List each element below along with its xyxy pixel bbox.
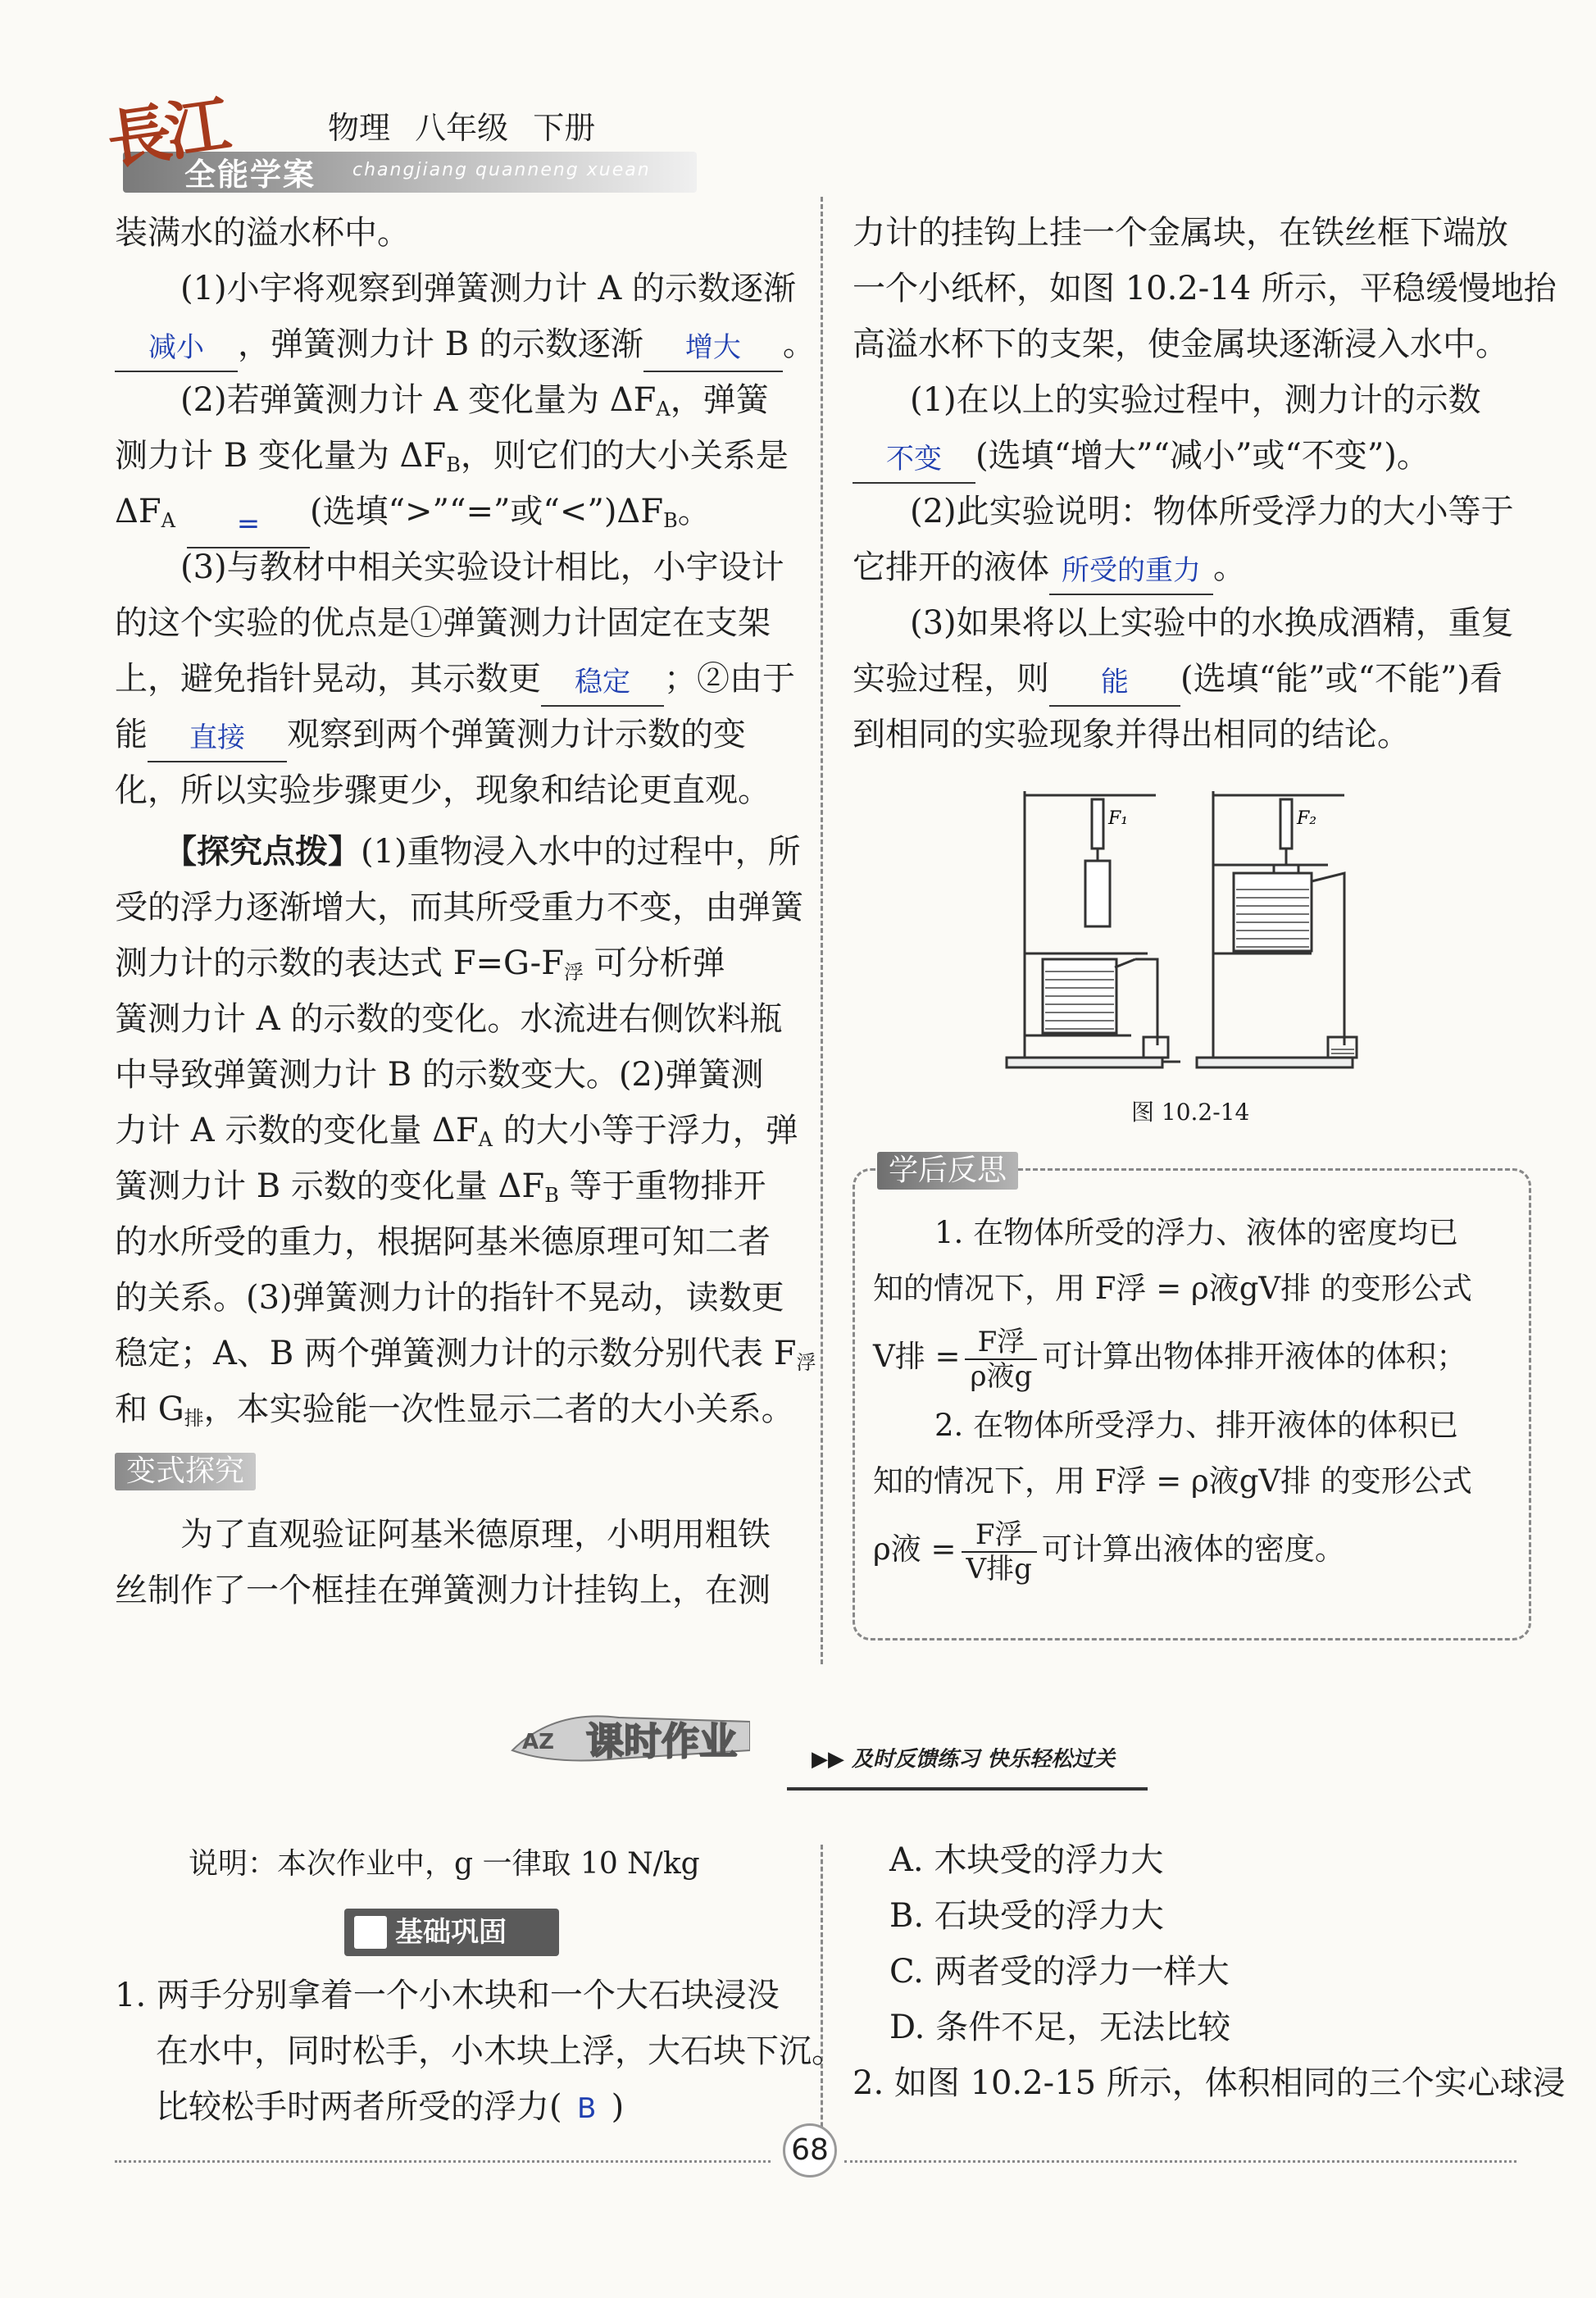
right-line-4: (1)在以上的实验过程中，测力计的示数 (910, 381, 1481, 419)
q2-answer: = (236, 507, 261, 540)
reflect-fraction-1 (965, 1326, 1037, 1393)
q2-sub-a: A (656, 398, 671, 421)
q1-blank-1 (115, 330, 238, 372)
r-period: 。 (1213, 548, 1246, 586)
hw-q2-line-1: 2. 如图 10.2-15 所示，体积相同的三个实心球浸 (853, 2064, 1566, 2102)
variant-line-2: 丝制作了一个框挂在弹簧测力计挂钩上，在测 (115, 1572, 771, 1609)
q3-text-c-end: ；②由于 (664, 660, 795, 698)
brand-subtitle: 全能学案 (184, 157, 316, 193)
homework-column-divider (821, 1845, 823, 2156)
hw-q1-answer: B (576, 2092, 597, 2125)
q1-text-b: ，弹簧测力计 B 的示数逐渐 (238, 325, 643, 363)
q2-period: 。 (677, 493, 711, 530)
tip-text-3-end: 可分析弹 (583, 944, 725, 982)
right-text-5: (选填“增大”“减小”或“不变”)。 (975, 437, 1430, 475)
header-subject (328, 102, 595, 148)
section-tag (344, 1909, 559, 1956)
right-line-2: 一个小纸杯，如图 10.2-14 所示，平稳缓慢地抬 (853, 270, 1557, 307)
option-c: C. 两者受的浮力一样大 (889, 1953, 1230, 1991)
section-label: 基础巩固 (395, 1916, 507, 1949)
q2-text-b: 测力计 B 变化量为 ΔF (115, 437, 447, 475)
brand-pinyin: changjiang quanneng xuean (352, 160, 651, 180)
q3-answer-2: 直接 (189, 721, 245, 754)
reflect-line-6 (873, 1513, 1345, 1586)
q3-text-c: 上，避免指针晃动，其示数更 (115, 660, 541, 698)
reflect-formula-2-lhs: ρ液 = (873, 1531, 957, 1567)
volume: 下册 (533, 110, 596, 146)
fig-label-f2: F₂ (1297, 808, 1317, 829)
variant-line-1: 为了直观验证阿基米德原理，小明用粗铁 (180, 1516, 771, 1554)
q2-text-a: (2)若弹簧测力计 A 变化量为 ΔF (180, 381, 657, 419)
hw-q1-text-3: 比较松手时两者所受的浮力( (156, 2088, 562, 2126)
q2-text-c-post: (选填“>”“=”或“<”)ΔF (309, 493, 664, 530)
reflect-line-2: 知的情况下，用 F浮 = ρ液gV排 的变形公式 (873, 1271, 1472, 1306)
q2-sub-c: A (161, 509, 175, 532)
q3-line-a: (3)与教材中相关实验设计相比，小宇设计 (180, 548, 784, 586)
tip-sub-7: B (544, 1184, 559, 1207)
reflect-formula-1-lhs: V排 = (873, 1339, 961, 1374)
q3-blank-1 (541, 664, 664, 707)
hw-q1-line-2: 在水中，同时松手，小木块上浮，大石块下沉。 (156, 2032, 844, 2070)
right-line-9 (853, 651, 1503, 707)
q3-line-c (115, 651, 795, 707)
tip-sub-11: 排 (184, 1407, 204, 1430)
q3-text-d-pre: 能 (115, 716, 148, 753)
tip-sub-10: 浮 (796, 1351, 816, 1374)
tip-text-6: 力计 A 示数的变化量 ΔF (115, 1112, 479, 1149)
right-line-7 (853, 539, 1246, 595)
q2-text-a-end: ，弹簧 (670, 381, 769, 419)
q3-blank-2 (148, 720, 287, 762)
figure-caption: 图 10.2-14 (1131, 1099, 1250, 1126)
r-answer-1: 不变 (886, 443, 942, 476)
tip-line-9: 的关系。(3)弹簧测力计的指针不晃动，读数更 (115, 1279, 784, 1317)
tip-line-11 (115, 1381, 794, 1446)
grade: 八年级 (415, 110, 509, 146)
tip-text-7: 簧测力计 B 示数的变化量 ΔF (115, 1167, 545, 1205)
r-answer-2: 所受的重力 (1062, 554, 1201, 587)
footer-rule-right (844, 2160, 1516, 2163)
q3-answer-1: 稳定 (575, 666, 630, 699)
q2-text-b-end: ，则它们的大小关系是 (460, 437, 789, 475)
q1-line-b (115, 316, 816, 372)
reflection-tag: 学后反思 (877, 1152, 1018, 1190)
svg-text:AZ: AZ (522, 1730, 554, 1754)
right-line-10: 到相同的实验现象并得出相同的结论。 (853, 716, 1410, 753)
q2-sub-b: B (446, 453, 461, 476)
hw-q1-line-1: 1. 两手分别拿着一个小木块和一个大石块浸没 (115, 1977, 780, 2014)
reflect-fraction-2-num: F浮 (962, 1518, 1037, 1553)
reflect-line-3 (873, 1320, 1466, 1394)
notebook-icon (354, 1916, 387, 1949)
right-line-1: 力计的挂钩上挂一个金属块，在铁丝框下端放 (853, 214, 1508, 252)
tip-label: 【探究点拨】 (164, 832, 361, 871)
reflect-fraction-1-den: ρ液g (970, 1359, 1033, 1393)
option-d: D. 条件不足，无法比较 (889, 2009, 1231, 2046)
homework-note: 说明：本次作业中，g 一律取 10 N/kg (189, 1847, 700, 1881)
tip-sub-3: 浮 (563, 961, 584, 984)
right-text-7: 它排开的液体 (853, 548, 1049, 586)
tip-line-5: 中导致弹簧测力计 B 的示数变大。(2)弹簧测 (115, 1056, 764, 1094)
option-b: B. 石块受的浮力大 (889, 1897, 1164, 1935)
tip-text-3: 测力计的示数的表达式 F=G-F (115, 944, 564, 982)
right-text-9-pre: 实验过程，则 (853, 660, 1049, 698)
fig-label-f1: F₁ (1108, 808, 1129, 829)
q2-sub-c2: B (663, 509, 678, 532)
homework-slogan: ▶▶ 及时反馈练习 快乐轻松过关 (812, 1747, 1116, 1772)
tip-text-11-end: ，本实验能一次性显示二者的大小关系。 (203, 1390, 794, 1428)
column-divider (821, 197, 823, 1664)
q1-period: 。 (782, 325, 816, 363)
tip-text-10: 稳定；A、B 两个弹簧测力计的示数分别代表 F (115, 1335, 797, 1372)
tip-line-2: 受的浮力逐渐增大，而其所受重力不变，由弹簧 (115, 889, 803, 926)
homework-title: 课时作业 (586, 1719, 737, 1763)
tip-line-4: 簧测力计 A 的示数的变化。水流进右侧饮料瓶 (115, 1000, 783, 1038)
q3-line-e: 化，所以实验步骤更少，现象和结论更直观。 (115, 771, 771, 809)
subject: 物理 (328, 110, 391, 146)
homework-rule (787, 1787, 1148, 1791)
tip-text-7-end: 等于重物排开 (558, 1167, 766, 1205)
right-line-6: (2)此实验说明：物体所受浮力的大小等于 (910, 493, 1514, 530)
r-blank-1 (853, 441, 975, 484)
hw-q1-line-3 (156, 2079, 624, 2136)
hw-q1-text-3-end: ) (611, 2088, 625, 2126)
r-blank-3 (1049, 664, 1180, 707)
reflect-fraction-2 (962, 1518, 1037, 1586)
r-blank-2 (1049, 553, 1213, 595)
q3-line-b: 的这个实验的优点是①弹簧测力计固定在支架 (115, 604, 771, 642)
right-line-5 (853, 428, 1430, 484)
page-number: 68 (783, 2123, 837, 2177)
right-line-3: 高溢水杯下的支架，使金属块逐渐浸入水中。 (853, 325, 1508, 363)
reflect-line-4: 2. 在物体所受浮力、排开液体的体积已 (934, 1408, 1459, 1443)
q1-line-a: (1)小宇将观察到弹簧测力计 A 的示数逐渐 (180, 270, 796, 307)
variant-tag: 变式探究 (115, 1453, 256, 1490)
reflect-fraction-1-num: F浮 (965, 1326, 1037, 1360)
q1-answer-1: 减小 (148, 331, 204, 364)
reflect-text-6-end: 可计算出液体的密度。 (1041, 1531, 1345, 1567)
footer-rule-left (115, 2160, 771, 2163)
right-text-9-post: (选填“能”或“不能”)看 (1180, 660, 1503, 698)
reflect-line-5: 知的情况下，用 F浮 = ρ液gV排 的变形公式 (873, 1463, 1472, 1499)
option-a: A. 木块受的浮力大 (889, 1841, 1164, 1879)
q3-line-d (115, 707, 746, 762)
tip-line-1 (164, 824, 801, 880)
q1-answer-2: 增大 (684, 331, 741, 364)
brand-logo: 長江 (102, 88, 230, 179)
figure-10-2-14 (984, 775, 1377, 1078)
tip-text-11: 和 G (115, 1390, 184, 1428)
tip-sub-6: A (478, 1128, 493, 1151)
left-line-0: 装满水的溢水杯中。 (115, 214, 410, 252)
q2-text-c-pre: ΔF (115, 493, 161, 530)
q1-blank-2 (643, 330, 783, 372)
reflect-fraction-2-den: V排g (966, 1552, 1032, 1586)
tip-text-1: (1)重物浸入水中的过程中，所 (361, 833, 801, 871)
r-answer-3: 能 (1101, 666, 1129, 699)
right-line-8: (3)如果将以上实验中的水换成酒精，重复 (910, 604, 1514, 642)
q3-text-d-post: 观察到两个弹簧测力计示数的变 (287, 716, 746, 753)
reflect-text-3-end: 可计算出物体排开液体的体积； (1042, 1339, 1467, 1374)
reflect-line-1: 1. 在物体所受的浮力、液体的密度均已 (934, 1215, 1459, 1250)
tip-text-6-end: 的大小等于浮力，弹 (493, 1112, 798, 1149)
tip-line-8: 的水所受的重力，根据阿基米德原理可知二者 (115, 1223, 771, 1261)
